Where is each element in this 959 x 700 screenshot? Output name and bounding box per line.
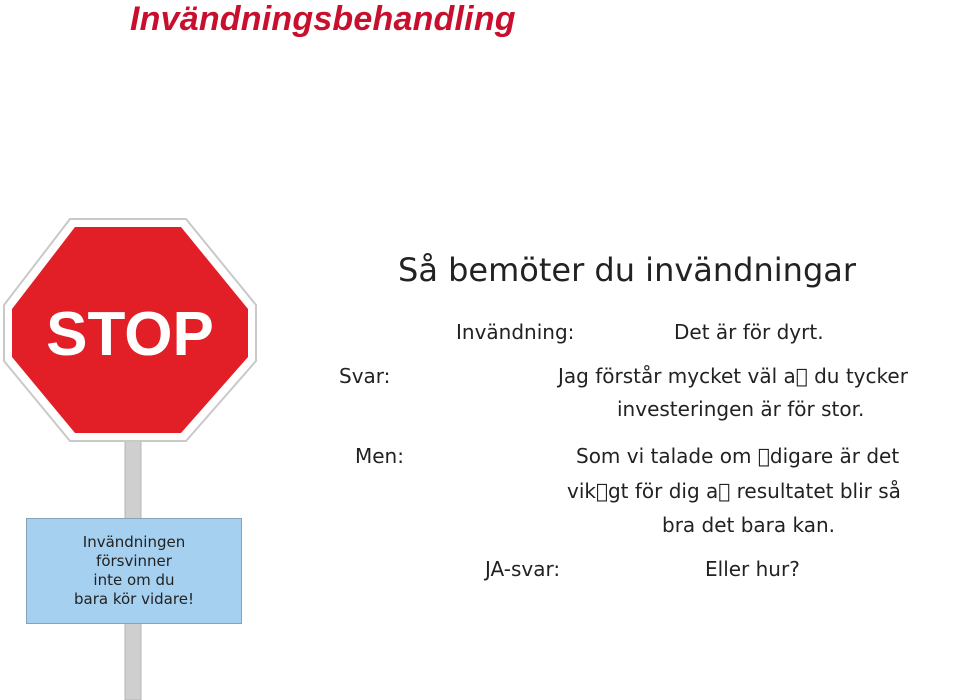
but-line-3: bra det bara kan. (662, 513, 836, 537)
note-line: inte om du (93, 571, 175, 589)
objection-label: Invändning: (456, 320, 575, 344)
note-line: försvinner (96, 552, 172, 570)
sign-note (26, 518, 242, 624)
answer-label: Svar: (339, 364, 391, 388)
stop-label: STOP (46, 300, 214, 369)
yes-label: JA-svar: (485, 557, 561, 581)
note-line: Invändningen (82, 533, 186, 551)
page-title: Invändningsbehandling (130, 0, 516, 38)
stop-sign-illustration (0, 215, 260, 700)
answer-line-1: Jag förstår mycket väl a  du tycker (558, 364, 908, 388)
yes-text: Eller hur? (705, 557, 800, 581)
note-line: bara kör vidare! (74, 590, 194, 608)
section-subtitle: Så bemöter du invändningar (398, 251, 857, 289)
objection-text: Det är för dyrt. (674, 320, 824, 344)
answer-line-2: investeringen är för stor. (617, 397, 865, 421)
but-line-2: vik gt för dig a  resultatet blir så (567, 479, 901, 503)
but-label: Men: (355, 444, 404, 468)
but-line-1: Som vi talade om  digare är det (576, 444, 900, 468)
